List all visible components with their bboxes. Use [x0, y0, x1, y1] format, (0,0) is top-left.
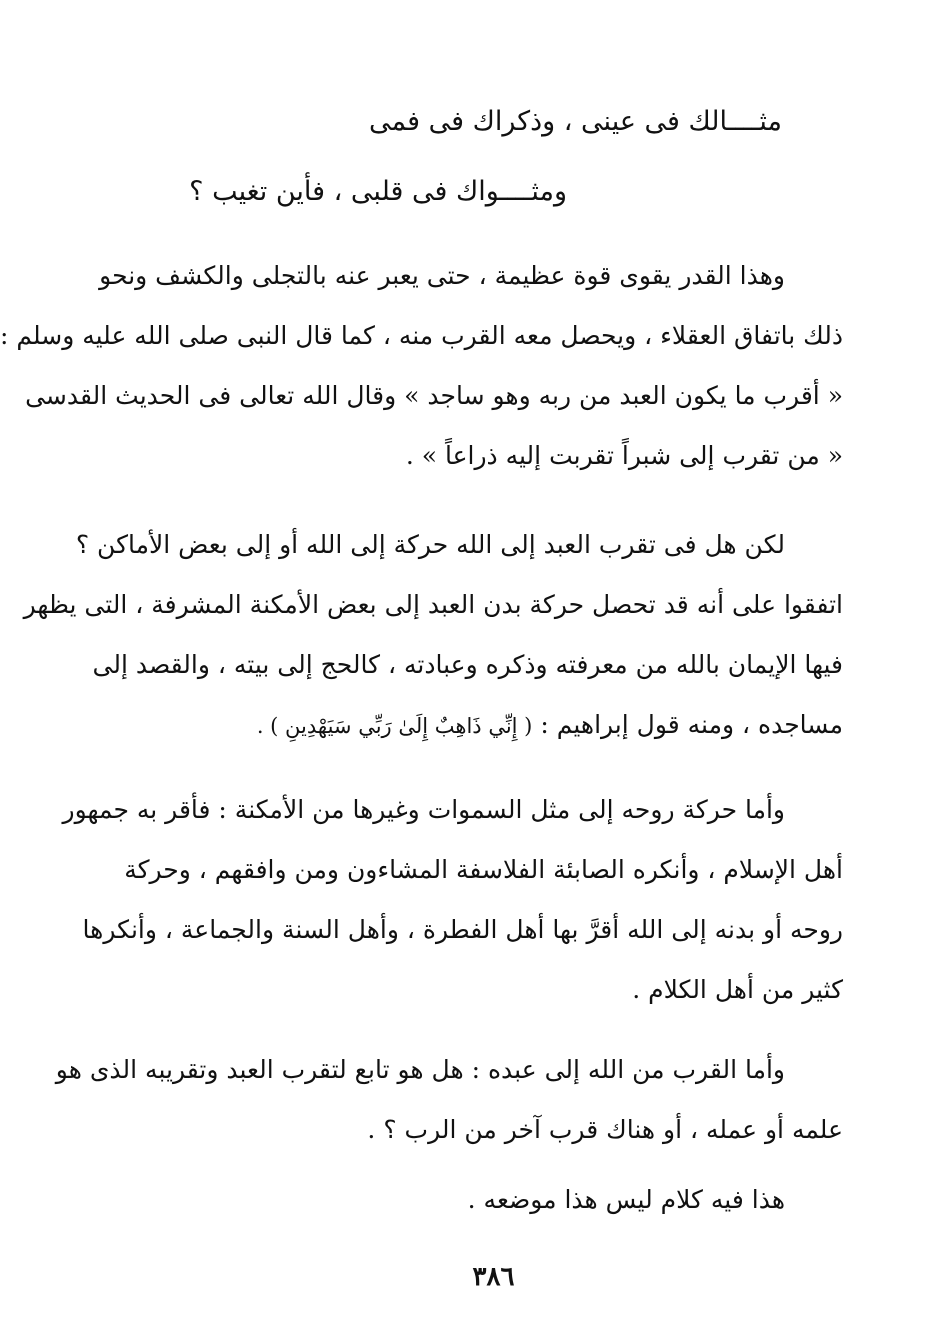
paragraph-1	[0, 246, 843, 486]
quran-quote: ( إِنِّي ذَاهِبٌ إِلَىٰ رَبِّي سَيَهْدِينِ ) .	[256, 714, 533, 738]
paragraph-line: « أقرب ما يكون العبد من ربه وهو ساجد » وقال الله تعالى فى الحديث القدسى	[25, 381, 843, 410]
paragraph-line: ذلك باتفاق العقلاء ، ويحصل معه القرب منه ، كما قال النبى صلى الله عليه وسلم :	[0, 321, 843, 350]
paragraph-line: روحه أو بدنه إلى الله أقرَّ بها أهل الفطرة ، وأهل السنة والجماعة ، وأنكرها	[82, 915, 843, 944]
poem-verse-1: مثــــالك فى عينى ، وذكراك فى فمى	[369, 106, 782, 137]
poem-verse-2: ومثــــواك فى قلبى ، فأين تغيب ؟	[189, 176, 567, 207]
paragraph-line: لكن هل فى تقرب العبد إلى الله حركة إلى الله أو إلى بعض الأماكن ؟	[75, 530, 785, 559]
paragraph-line: مساجده ، ومنه قول إبراهيم :	[540, 710, 843, 739]
paragraph-line: أهل الإسلام ، وأنكره الصابئة الفلاسفة المشاءون ومن وافقهم ، وحركة	[124, 855, 843, 884]
paragraph-line: وهذا القدر يقوى قوة عظيمة ، حتى يعبر عنه بالتجلى والكشف ونحو	[99, 261, 785, 290]
paragraph-3	[62, 780, 843, 1020]
paragraph-5	[118, 1170, 843, 1230]
paragraph-line: علمه أو عمله ، أو هناك قرب آخر من الرب ؟ .	[367, 1115, 843, 1144]
paragraph-line: هذا فيه كلام ليس هذا موضعه .	[467, 1185, 785, 1214]
paragraph-line-with-quran	[118, 695, 843, 756]
paragraph-4	[55, 1040, 843, 1160]
paragraph-line: كثير من أهل الكلام .	[632, 975, 843, 1004]
page-number: ٣٨٦	[472, 1262, 515, 1292]
paragraph-line: وأما حركة روحه إلى مثل السموات وغيرها من الأمكنة : فأقر به جمهور	[62, 795, 785, 824]
paragraph-line: « من تقرب إلى شبراً تقربت إليه ذراعاً » .	[405, 441, 843, 470]
paragraph-line: اتفقوا على أنه قد تحصل حركة بدن العبد إلى بعض الأمكنة المشرفة ، التى يظهر	[23, 590, 843, 619]
paragraph-2	[23, 515, 843, 756]
paragraph-line: فيها الإيمان بالله من معرفته وذكره وعبادته ، كالحج إلى بيته ، والقصد إلى	[92, 650, 843, 679]
paragraph-line: وأما القرب من الله إلى عبده : هل هو تابع لتقرب العبد وتقريبه الذى هو	[55, 1055, 785, 1084]
